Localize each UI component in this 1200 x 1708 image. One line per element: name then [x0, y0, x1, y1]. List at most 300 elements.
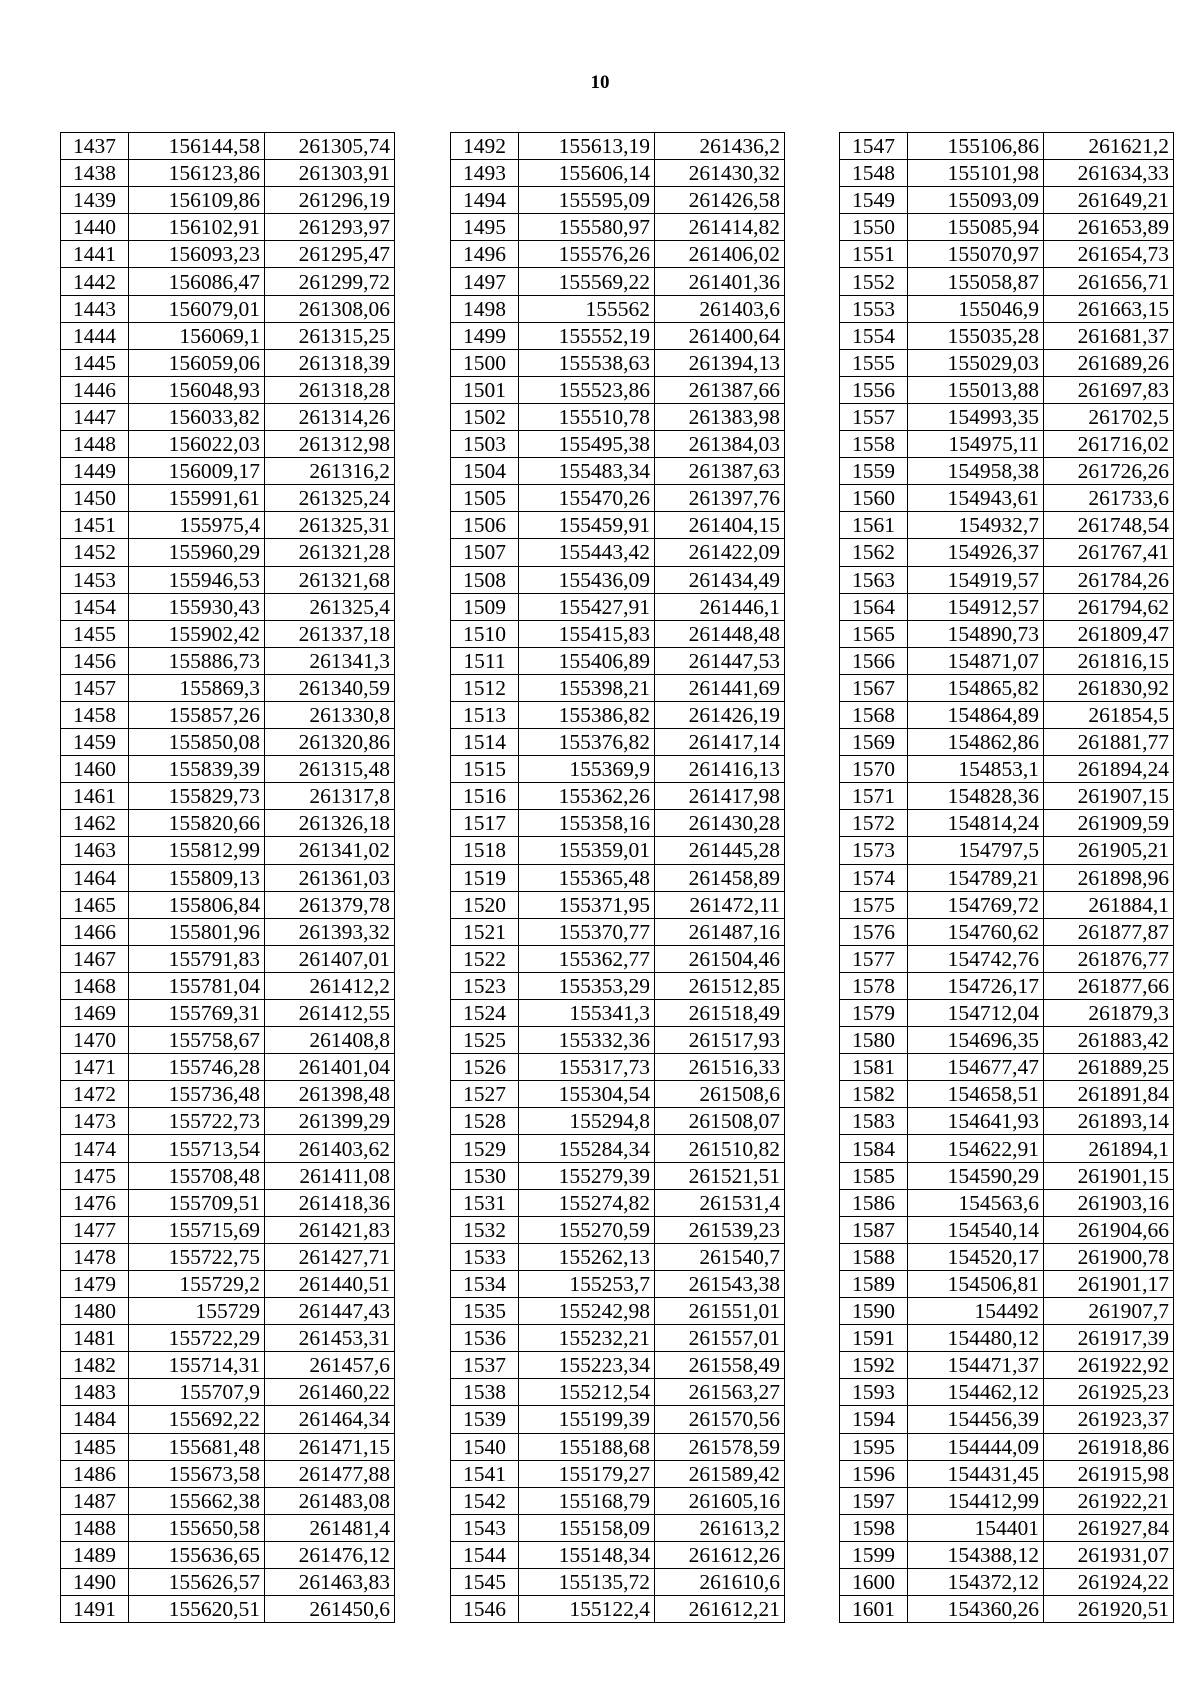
y-coordinate-cell: 261341,02: [265, 837, 395, 864]
x-coordinate-cell: 155029,03: [908, 349, 1044, 376]
x-coordinate-cell: 155736,48: [129, 1081, 265, 1108]
point-number-cell: 1520: [451, 891, 519, 918]
table-row: [61, 1135, 395, 1162]
y-coordinate-cell: 261504,46: [655, 945, 785, 972]
table-row: [61, 1379, 395, 1406]
table-row: [451, 945, 785, 972]
point-number-cell: 1561: [840, 512, 908, 539]
x-coordinate-cell: 156102,91: [129, 214, 265, 241]
y-coordinate-cell: 261341,3: [265, 647, 395, 674]
table-row: [451, 268, 785, 295]
table-row: [840, 295, 1174, 322]
point-number-cell: 1533: [451, 1243, 519, 1270]
point-number-cell: 1599: [840, 1541, 908, 1568]
table-row: [451, 322, 785, 349]
point-number-cell: 1522: [451, 945, 519, 972]
point-number-cell: 1462: [61, 810, 129, 837]
x-coordinate-cell: 154993,35: [908, 403, 1044, 430]
y-coordinate-cell: 261379,78: [265, 891, 395, 918]
y-coordinate-cell: 261337,18: [265, 620, 395, 647]
point-number-cell: 1491: [61, 1596, 129, 1623]
x-coordinate-cell: 155722,73: [129, 1108, 265, 1135]
point-number-cell: 1473: [61, 1108, 129, 1135]
y-coordinate-cell: 261417,98: [655, 783, 785, 810]
point-number-cell: 1527: [451, 1081, 519, 1108]
table-row: [451, 566, 785, 593]
x-coordinate-cell: 155242,98: [519, 1298, 655, 1325]
y-coordinate-cell: 261316,2: [265, 458, 395, 485]
x-coordinate-cell: 155365,48: [519, 864, 655, 891]
point-number-cell: 1453: [61, 566, 129, 593]
x-coordinate-cell: 154563,6: [908, 1189, 1044, 1216]
point-number-cell: 1526: [451, 1054, 519, 1081]
table-row: [61, 1081, 395, 1108]
x-coordinate-cell: 155415,83: [519, 620, 655, 647]
point-number-cell: 1447: [61, 403, 129, 430]
table-row: [451, 1460, 785, 1487]
y-coordinate-cell: 261399,29: [265, 1108, 395, 1135]
table-row: [61, 1352, 395, 1379]
table-row: [840, 1514, 1174, 1541]
point-number-cell: 1536: [451, 1325, 519, 1352]
table-row: [840, 458, 1174, 485]
table-row: [61, 322, 395, 349]
y-coordinate-cell: 261877,87: [1044, 918, 1174, 945]
y-coordinate-cell: 261518,49: [655, 1000, 785, 1027]
table-row: [840, 701, 1174, 728]
table-row: [451, 539, 785, 566]
point-number-cell: 1465: [61, 891, 129, 918]
x-coordinate-cell: 155148,34: [519, 1541, 655, 1568]
table-row: [451, 295, 785, 322]
point-number-cell: 1591: [840, 1325, 908, 1352]
x-coordinate-cell: 155370,77: [519, 918, 655, 945]
point-number-cell: 1573: [840, 837, 908, 864]
x-coordinate-cell: 155332,36: [519, 1027, 655, 1054]
table-row: [840, 322, 1174, 349]
table-row: [840, 187, 1174, 214]
point-number-cell: 1572: [840, 810, 908, 837]
x-coordinate-cell: 156093,23: [129, 241, 265, 268]
table-row: [840, 566, 1174, 593]
point-number-cell: 1456: [61, 647, 129, 674]
x-coordinate-cell: 155341,3: [519, 1000, 655, 1027]
y-coordinate-cell: 261403,6: [655, 295, 785, 322]
x-coordinate-cell: 154797,5: [908, 837, 1044, 864]
point-number-cell: 1568: [840, 701, 908, 728]
table-row: [451, 1162, 785, 1189]
y-coordinate-cell: 261483,08: [265, 1487, 395, 1514]
y-coordinate-cell: 261458,89: [655, 864, 785, 891]
point-number-cell: 1487: [61, 1487, 129, 1514]
x-coordinate-cell: 155946,53: [129, 566, 265, 593]
table-row: [451, 1000, 785, 1027]
table-row: [840, 485, 1174, 512]
point-number-cell: 1483: [61, 1379, 129, 1406]
table-row: [840, 349, 1174, 376]
point-number-cell: 1509: [451, 593, 519, 620]
table-row: [61, 1433, 395, 1460]
table-row: [61, 620, 395, 647]
x-coordinate-cell: 155427,91: [519, 593, 655, 620]
x-coordinate-cell: 156079,01: [129, 295, 265, 322]
y-coordinate-cell: 261589,42: [655, 1460, 785, 1487]
point-number-cell: 1545: [451, 1568, 519, 1595]
y-coordinate-cell: 261920,51: [1044, 1596, 1174, 1623]
point-number-cell: 1460: [61, 756, 129, 783]
y-coordinate-cell: 261450,6: [265, 1596, 395, 1623]
y-coordinate-cell: 261681,37: [1044, 322, 1174, 349]
x-coordinate-cell: 155304,54: [519, 1081, 655, 1108]
table-row: [61, 593, 395, 620]
point-number-cell: 1555: [840, 349, 908, 376]
table-row: [61, 674, 395, 701]
table-row: [451, 1081, 785, 1108]
coordinates-table-left: [60, 132, 395, 1623]
y-coordinate-cell: 261326,18: [265, 810, 395, 837]
point-number-cell: 1499: [451, 322, 519, 349]
point-number-cell: 1442: [61, 268, 129, 295]
x-coordinate-cell: 155510,78: [519, 403, 655, 430]
y-coordinate-cell: 261904,66: [1044, 1216, 1174, 1243]
table-row: [61, 1027, 395, 1054]
y-coordinate-cell: 261570,56: [655, 1406, 785, 1433]
point-number-cell: 1593: [840, 1379, 908, 1406]
x-coordinate-cell: 155279,39: [519, 1162, 655, 1189]
point-number-cell: 1495: [451, 214, 519, 241]
point-number-cell: 1531: [451, 1189, 519, 1216]
y-coordinate-cell: 261702,5: [1044, 403, 1174, 430]
x-coordinate-cell: 154388,12: [908, 1541, 1044, 1568]
x-coordinate-cell: 155839,39: [129, 756, 265, 783]
coordinates-table-middle: [450, 132, 785, 1623]
table-row: [61, 837, 395, 864]
y-coordinate-cell: 261401,04: [265, 1054, 395, 1081]
point-number-cell: 1588: [840, 1243, 908, 1270]
x-coordinate-cell: 155523,86: [519, 376, 655, 403]
x-coordinate-cell: 154932,7: [908, 512, 1044, 539]
y-coordinate-cell: 261296,19: [265, 187, 395, 214]
x-coordinate-cell: 155620,51: [129, 1596, 265, 1623]
y-coordinate-cell: 261909,59: [1044, 810, 1174, 837]
y-coordinate-cell: 261901,15: [1044, 1162, 1174, 1189]
point-number-cell: 1472: [61, 1081, 129, 1108]
table-row: [61, 214, 395, 241]
x-coordinate-cell: 155902,42: [129, 620, 265, 647]
point-number-cell: 1494: [451, 187, 519, 214]
table-row: [61, 729, 395, 756]
point-number-cell: 1474: [61, 1135, 129, 1162]
point-number-cell: 1493: [451, 160, 519, 187]
x-coordinate-cell: 155708,48: [129, 1162, 265, 1189]
point-number-cell: 1553: [840, 295, 908, 322]
point-number-cell: 1489: [61, 1541, 129, 1568]
y-coordinate-cell: 261663,15: [1044, 295, 1174, 322]
y-coordinate-cell: 261557,01: [655, 1325, 785, 1352]
table-row: [840, 1243, 1174, 1270]
y-coordinate-cell: 261321,28: [265, 539, 395, 566]
y-coordinate-cell: 261421,83: [265, 1216, 395, 1243]
point-number-cell: 1521: [451, 918, 519, 945]
point-number-cell: 1529: [451, 1135, 519, 1162]
table-row: [840, 1054, 1174, 1081]
y-coordinate-cell: 261460,22: [265, 1379, 395, 1406]
y-coordinate-cell: 261907,7: [1044, 1298, 1174, 1325]
point-number-cell: 1496: [451, 241, 519, 268]
table-row: [61, 295, 395, 322]
table-row: [840, 972, 1174, 999]
y-coordinate-cell: 261877,66: [1044, 972, 1174, 999]
x-coordinate-cell: 154401: [908, 1514, 1044, 1541]
x-coordinate-cell: 155369,9: [519, 756, 655, 783]
y-coordinate-cell: 261558,49: [655, 1352, 785, 1379]
y-coordinate-cell: 261901,17: [1044, 1270, 1174, 1297]
table-row: [61, 1000, 395, 1027]
x-coordinate-cell: 154814,24: [908, 810, 1044, 837]
table-row: [840, 1325, 1174, 1352]
table-row: [61, 891, 395, 918]
x-coordinate-cell: 154462,12: [908, 1379, 1044, 1406]
x-coordinate-cell: 154769,72: [908, 891, 1044, 918]
point-number-cell: 1475: [61, 1162, 129, 1189]
table-row: [840, 160, 1174, 187]
point-number-cell: 1541: [451, 1460, 519, 1487]
x-coordinate-cell: 155199,39: [519, 1406, 655, 1433]
table-row: [451, 214, 785, 241]
table-row: [840, 1000, 1174, 1027]
y-coordinate-cell: 261767,41: [1044, 539, 1174, 566]
y-coordinate-cell: 261893,14: [1044, 1108, 1174, 1135]
point-number-cell: 1440: [61, 214, 129, 241]
y-coordinate-cell: 261578,59: [655, 1433, 785, 1460]
y-coordinate-cell: 261394,13: [655, 349, 785, 376]
y-coordinate-cell: 261612,26: [655, 1541, 785, 1568]
x-coordinate-cell: 155101,98: [908, 160, 1044, 187]
x-coordinate-cell: 154492: [908, 1298, 1044, 1325]
point-number-cell: 1585: [840, 1162, 908, 1189]
y-coordinate-cell: 261539,23: [655, 1216, 785, 1243]
y-coordinate-cell: 261477,88: [265, 1460, 395, 1487]
x-coordinate-cell: 155857,26: [129, 701, 265, 728]
table-row: [840, 1108, 1174, 1135]
table-row: [840, 1568, 1174, 1595]
point-number-cell: 1601: [840, 1596, 908, 1623]
table-row: [61, 756, 395, 783]
x-coordinate-cell: 155552,19: [519, 322, 655, 349]
y-coordinate-cell: 261408,8: [265, 1027, 395, 1054]
y-coordinate-cell: 261463,83: [265, 1568, 395, 1595]
y-coordinate-cell: 261317,8: [265, 783, 395, 810]
table-row: [840, 214, 1174, 241]
x-coordinate-cell: 154912,57: [908, 593, 1044, 620]
table-row: [840, 1216, 1174, 1243]
point-number-cell: 1598: [840, 1514, 908, 1541]
table-row: [61, 918, 395, 945]
table-row: [61, 1596, 395, 1623]
x-coordinate-cell: 155722,29: [129, 1325, 265, 1352]
x-coordinate-cell: 155188,68: [519, 1433, 655, 1460]
table-row: [61, 539, 395, 566]
x-coordinate-cell: 156033,82: [129, 403, 265, 430]
y-coordinate-cell: 261512,85: [655, 972, 785, 999]
y-coordinate-cell: 261401,36: [655, 268, 785, 295]
y-coordinate-cell: 261340,59: [265, 674, 395, 701]
point-number-cell: 1486: [61, 1460, 129, 1487]
table-row: [451, 1216, 785, 1243]
x-coordinate-cell: 155758,67: [129, 1027, 265, 1054]
point-number-cell: 1589: [840, 1270, 908, 1297]
point-number-cell: 1578: [840, 972, 908, 999]
point-number-cell: 1584: [840, 1135, 908, 1162]
point-number-cell: 1513: [451, 701, 519, 728]
x-coordinate-cell: 154360,26: [908, 1596, 1044, 1623]
x-coordinate-cell: 154828,36: [908, 783, 1044, 810]
point-number-cell: 1554: [840, 322, 908, 349]
point-number-cell: 1468: [61, 972, 129, 999]
point-number-cell: 1497: [451, 268, 519, 295]
y-coordinate-cell: 261726,26: [1044, 458, 1174, 485]
x-coordinate-cell: 155930,43: [129, 593, 265, 620]
table-row: [840, 1135, 1174, 1162]
table-row: [61, 241, 395, 268]
table-row: [61, 783, 395, 810]
table-row: [61, 701, 395, 728]
point-number-cell: 1581: [840, 1054, 908, 1081]
y-coordinate-cell: 261649,21: [1044, 187, 1174, 214]
x-coordinate-cell: 154622,91: [908, 1135, 1044, 1162]
x-coordinate-cell: 154412,99: [908, 1487, 1044, 1514]
y-coordinate-cell: 261422,09: [655, 539, 785, 566]
y-coordinate-cell: 261905,21: [1044, 837, 1174, 864]
point-number-cell: 1504: [451, 458, 519, 485]
x-coordinate-cell: 154471,37: [908, 1352, 1044, 1379]
y-coordinate-cell: 261924,22: [1044, 1568, 1174, 1595]
point-number-cell: 1511: [451, 647, 519, 674]
x-coordinate-cell: 155253,7: [519, 1270, 655, 1297]
y-coordinate-cell: 261508,07: [655, 1108, 785, 1135]
x-coordinate-cell: 154871,07: [908, 647, 1044, 674]
point-number-cell: 1480: [61, 1298, 129, 1325]
y-coordinate-cell: 261613,2: [655, 1514, 785, 1541]
y-coordinate-cell: 261397,76: [655, 485, 785, 512]
y-coordinate-cell: 261476,12: [265, 1541, 395, 1568]
point-number-cell: 1565: [840, 620, 908, 647]
point-number-cell: 1470: [61, 1027, 129, 1054]
point-number-cell: 1543: [451, 1514, 519, 1541]
y-coordinate-cell: 261430,32: [655, 160, 785, 187]
table-row: [840, 783, 1174, 810]
point-number-cell: 1544: [451, 1541, 519, 1568]
x-coordinate-cell: 155829,73: [129, 783, 265, 810]
x-coordinate-cell: 155886,73: [129, 647, 265, 674]
y-coordinate-cell: 261883,42: [1044, 1027, 1174, 1054]
table-row: [451, 1487, 785, 1514]
x-coordinate-cell: 155707,9: [129, 1379, 265, 1406]
point-number-cell: 1446: [61, 376, 129, 403]
x-coordinate-cell: 155595,09: [519, 187, 655, 214]
y-coordinate-cell: 261605,16: [655, 1487, 785, 1514]
point-number-cell: 1444: [61, 322, 129, 349]
y-coordinate-cell: 261898,96: [1044, 864, 1174, 891]
point-number-cell: 1469: [61, 1000, 129, 1027]
table-row: [451, 133, 785, 160]
y-coordinate-cell: 261748,54: [1044, 512, 1174, 539]
y-coordinate-cell: 261398,48: [265, 1081, 395, 1108]
table-row: [61, 1216, 395, 1243]
x-coordinate-cell: 154677,47: [908, 1054, 1044, 1081]
table-row: [61, 647, 395, 674]
y-coordinate-cell: 261927,84: [1044, 1514, 1174, 1541]
y-coordinate-cell: 261321,68: [265, 566, 395, 593]
x-coordinate-cell: 155869,3: [129, 674, 265, 701]
page-number: 10: [590, 72, 610, 93]
y-coordinate-cell: 261417,14: [655, 729, 785, 756]
table-row: [451, 1596, 785, 1623]
table-row: [61, 187, 395, 214]
x-coordinate-cell: 155406,89: [519, 647, 655, 674]
x-coordinate-cell: 155613,19: [519, 133, 655, 160]
x-coordinate-cell: 155801,96: [129, 918, 265, 945]
x-coordinate-cell: 156086,47: [129, 268, 265, 295]
point-number-cell: 1567: [840, 674, 908, 701]
point-number-cell: 1546: [451, 1596, 519, 1623]
y-coordinate-cell: 261393,32: [265, 918, 395, 945]
y-coordinate-cell: 261299,72: [265, 268, 395, 295]
y-coordinate-cell: 261426,58: [655, 187, 785, 214]
y-coordinate-cell: 261809,47: [1044, 620, 1174, 647]
x-coordinate-cell: 155262,13: [519, 1243, 655, 1270]
x-coordinate-cell: 155580,97: [519, 214, 655, 241]
y-coordinate-cell: 261407,01: [265, 945, 395, 972]
point-number-cell: 1569: [840, 729, 908, 756]
point-number-cell: 1562: [840, 539, 908, 566]
x-coordinate-cell: 155376,82: [519, 729, 655, 756]
point-number-cell: 1449: [61, 458, 129, 485]
table-row: [61, 864, 395, 891]
table-row: [61, 485, 395, 512]
point-number-cell: 1538: [451, 1379, 519, 1406]
table-row: [840, 729, 1174, 756]
y-coordinate-cell: 261325,24: [265, 485, 395, 512]
y-coordinate-cell: 261876,77: [1044, 945, 1174, 972]
x-coordinate-cell: 155317,73: [519, 1054, 655, 1081]
y-coordinate-cell: 261295,47: [265, 241, 395, 268]
table-row: [451, 458, 785, 485]
table-row: [840, 674, 1174, 701]
table-row: [61, 1487, 395, 1514]
point-number-cell: 1552: [840, 268, 908, 295]
point-number-cell: 1597: [840, 1487, 908, 1514]
y-coordinate-cell: 261426,19: [655, 701, 785, 728]
y-coordinate-cell: 261387,66: [655, 376, 785, 403]
y-coordinate-cell: 261406,02: [655, 241, 785, 268]
x-coordinate-cell: 155714,31: [129, 1352, 265, 1379]
x-coordinate-cell: 154506,81: [908, 1270, 1044, 1297]
point-number-cell: 1563: [840, 566, 908, 593]
x-coordinate-cell: 155223,34: [519, 1352, 655, 1379]
table-row: [451, 701, 785, 728]
y-coordinate-cell: 261612,21: [655, 1596, 785, 1623]
y-coordinate-cell: 261320,86: [265, 729, 395, 756]
x-coordinate-cell: 154943,61: [908, 485, 1044, 512]
table-row: [61, 1406, 395, 1433]
y-coordinate-cell: 261400,64: [655, 322, 785, 349]
x-coordinate-cell: 154372,12: [908, 1568, 1044, 1595]
point-number-cell: 1458: [61, 701, 129, 728]
point-number-cell: 1551: [840, 241, 908, 268]
point-number-cell: 1570: [840, 756, 908, 783]
x-coordinate-cell: 156009,17: [129, 458, 265, 485]
